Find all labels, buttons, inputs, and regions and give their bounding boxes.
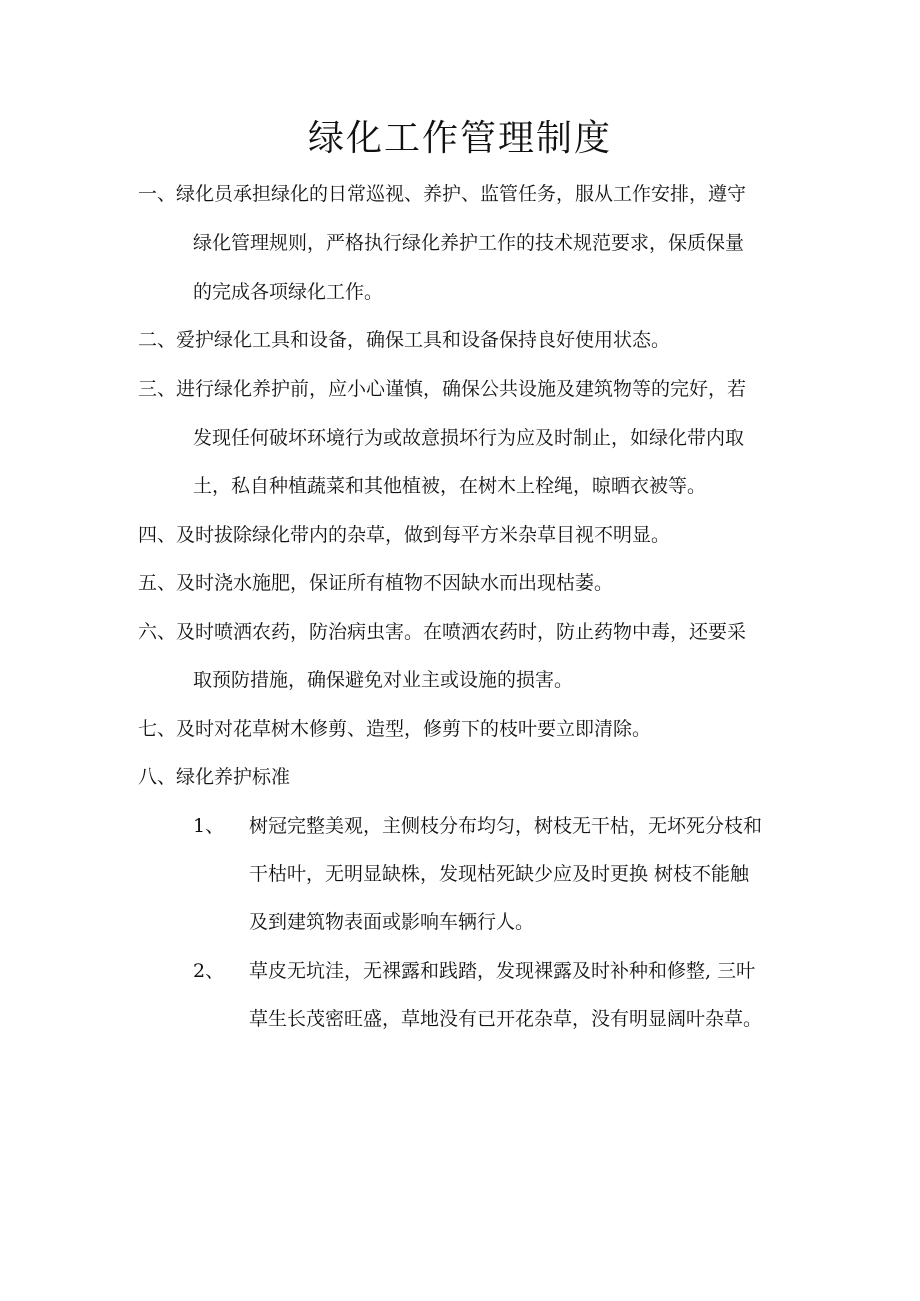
item-3-line-1: 三、进行绿化养护前，应小心谨慎，确保公共设施及建筑物等的完好，若: [138, 378, 747, 400]
item-7-line-1: 七、及时对花草树木修剪、造型，修剪下的枝叶要立即清除。: [138, 718, 652, 740]
item-4-line-1: 四、及时拔除绿化带内的杂草，做到每平方米杂草目视不明显。: [138, 524, 671, 546]
item-1-line-2: 绿化管理规则，严格执行绿化养护工作的技术规范要求，保质保量: [193, 232, 745, 254]
sub-item-2-number: 2、: [193, 960, 225, 982]
item-3-line-2: 发现任何破坏环境行为或故意损坏行为应及时制止，如绿化带内取: [193, 427, 745, 449]
item-6-line-1: 六、及时喷洒农药，防治病虫害。在喷洒农药时，防止药物中毒，还要采: [138, 621, 747, 643]
sub-item-1-line-1: 树冠完整美观，主侧枝分布均匀，树枝无干枯，无坏死分枝和: [249, 815, 763, 837]
item-3-line-3: 土，私自种植蔬菜和其他植被，在树木上栓绳，晾晒衣被等。: [193, 475, 707, 497]
sub-item-2-line-2: 草生长茂密旺盛，草地没有已开花杂草，没有明显阔叶杂草。: [249, 1008, 763, 1030]
sub-item-1-number: 1、: [193, 815, 225, 837]
sub-item-1-line-3: 及到建筑物表面或影响车辆行人。: [249, 911, 535, 933]
item-8-line-1: 八、绿化养护标准: [138, 766, 291, 788]
item-1-line-3: 的完成各项绿化工作。: [193, 281, 384, 303]
sub-item-2-line-1: 草皮无坑洼，无裸露和践踏，发现裸露及时补种和修整, 三叶: [249, 960, 756, 982]
sub-item-1-line-2: 干枯叶，无明显缺株，发现枯死缺少应及时更换 树枝不能触: [249, 863, 750, 885]
item-5-line-1: 五、及时浇水施肥，保证所有植物不因缺水而出现枯萎。: [138, 572, 614, 594]
item-1-line-1: 一、绿化员承担绿化的日常巡视、养护、监管任务，服从工作安排，遵守: [138, 183, 747, 205]
item-2-line-1: 二、爱护绿化工具和设备，确保工具和设备保持良好使用状态。: [138, 329, 671, 351]
document-title: 绿化工作管理制度: [307, 118, 612, 159]
item-6-line-2: 取预防措施，确保避免对业主或设施的损害。: [193, 669, 574, 691]
